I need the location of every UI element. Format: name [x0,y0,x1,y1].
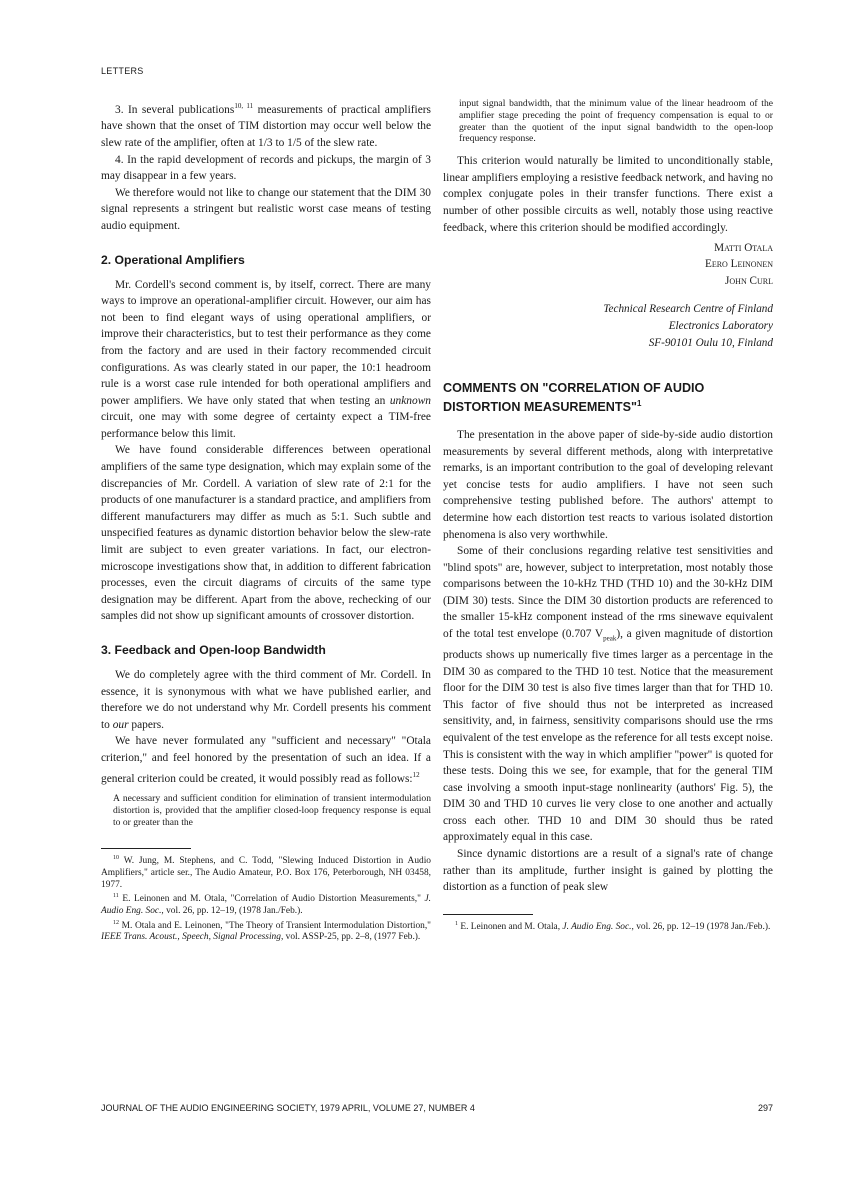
signature: John Curl [725,274,773,287]
paragraph: 3. In several publications$^{10, 11}$ measurements of practical amplifiers have shown that the onset of TIM distortion may occur well below the slew rate of the amplifier, often at 1/3 to 1/5 of the slew rate. [101,102,431,149]
criterion-quote-continued: input signal bandwidth, that the minimum value of the linear headroom of the amplifier stage preceding the point of frequency compensation is equal to or greater than the quotient of the input signal bandwidth to the open-loop frequency response. [459,98,773,145]
footnote-rule [101,848,191,849]
criterion-quote: A necessary and sufficient condition for elimination of transient intermodulation distortion is, provided that the amplifier closed-loop frequency response is equal to or greater than the [113,792,431,828]
comments-heading: COMMENTS ON "CORRELATION OF AUDIO DISTORTION MEASUREMENTS"$^1$ [443,380,705,414]
paragraph: We therefore would not like to change our statement that the DIM 30 signal represents a stringent but realistic worst case means of testing audio equipment. [101,186,431,232]
right-column [443,98,773,934]
paragraph: Some of their conclusions regarding relative test sensitivities and "blind spots" are, however, subject to interpretation, most notably those comparisons between the 10-kHz THD (THD 10) and the 30-kHz DIM (DIM 30) tests. Since the DIM 30 distortion products are referenced to the smaller 15-kHz component instead of the rms sinewave equivalent of the total test envelope (0.707 $V_{peak}$), a given magnitude of distortion products shows up numerically five times larger as a percentage in the DIM 30 as compared to the THD 10 test. Notice that the measurement floor for the DIM 30 test is also five times larger than that for THD 10. This factor of five should thus not be interpreted as increased sensitivity, and, in fairness, sensitivity comparisons should use the rms equivalent of the test envelope as the reference for all tests except noise. This is consistent with the way in which amplifier "power" is quoted for these tests. Doing this we see, for example, that for the general TIM case involving a smooth input-stage nonlinearity (authors' Fig. 5), the DIM 30 and THD 10 curves lie very close to one another and actually cross each other. THD 10 and DIM 30 should thus be rated approximately equal in this case. [443,545,773,844]
affiliation: SF-90101 Oulu 10, Finland [648,336,773,349]
left-column [101,98,431,944]
signature: Eero Leinonen [704,258,773,271]
paragraph: We do completely agree with the third comment of Mr. Cordell. In essence, it is synonymous with what we have published earlier, and therefore we do not understand why Mr. Cordell presents his comment to our papers. [101,669,431,731]
paragraph: This criterion would naturally be limited to unconditionally stable, linear amplifiers employing a resistive feedback network, and having no complex conjugate poles in their transfer functions. There exist a number of other possible circuits as well, notably those using reactive feedback, where this criterion should be modified accordingly. [443,155,773,234]
footnote: $^1$ E. Leinonen and M. Otala, J. Audio Eng. Soc., vol. 26, pp. 12–19 (1978 Jan./Feb.). [455,920,771,932]
paragraph: Mr. Cordell's second comment is, by itself, correct. There are many ways to improve an operational-amplifier circuit. However, our aim has not been to find elegant ways of using operational amplifiers, or improve their characteristics, but to test their performance as they come from the factory and are used in their factory recommended circuit configurations. As was clearly stated in our paper, the 10:1 headroom rule is a worst case rule intended for both operational amplifiers and power amplifiers. We have only stated that when testing an unknown circuit, one may with some degree of certainty expect a TIM-free performance below this limit. [101,278,431,440]
signature: Matti Otala [714,242,773,255]
footnote: $^{11}$ E. Leinonen and M. Otala, "Correlation of Audio Distortion Measurements," J. Audio Eng. Soc., vol. 26, pp. 12–19, (1978 Jan./Feb.). [101,893,432,916]
paragraph: We have never formulated any "sufficient and necessary" "Otala criterion," and feel honored by the presentation of such an idea. If a general criterion could be created, it would possibly read as follows:$^{12}$ [101,735,431,785]
page-number: 297 [758,1103,774,1113]
footnote-rule [443,914,533,915]
footnote: $^{12}$ M. Otala and E. Leinonen, "The Theory of Transient Intermodulation Distortion," IEEE Trans. Acoust., Speech, Signal Processing, vol. ASSP-25, pp. 2–8, (1977 Feb.). [101,919,431,943]
footnote: $^{10}$ W. Jung, M. Stephens, and C. Todd, "Slewing Induced Distortion in Audio Amplifiers," article ser., The Audio Amateur, P.O. Box 176, Peterborough, NH 03458, 1977. [101,855,431,890]
paragraph: The presentation in the above paper of side-by-side audio distortion measurements by several different methods, along with interpretative remarks, is an important contribution to the goal of developing relevant yet concise tests for audio amplifiers. I have not seen such comprehensive testing published before. The authors' attempt to determine how each distortion test reacts to various isolated distortion phenomena is also very worthwhile. [443,428,773,541]
affiliation: Electronics Laboratory [668,319,773,332]
section-heading: 3. Feedback and Open-loop Bandwidth [101,643,326,658]
paragraph: We have found considerable differences between operational amplifiers of the same type designation, which may explain some of the discrepancies of Mr. Cordell. A variation of slew rate of 2:1 for the products of one manufacturer is a standard practice, and amplifiers from different manufacturers may differ as much as 5:1. Such subtle and unspecified features as dynamic distortion behavior below the slew-rate limit are subject to even greater variations. In fact, our electron-microscope investigations show that, in addition to different fabrication processes, even the circuit diagrams of circuits of the same type designation may be different. Apart from the above, rechecking of our samples did not show up significant amounts of crossover distortion. [101,444,431,623]
affiliation: Technical Research Centre of Finland [603,302,773,315]
paragraph: Since dynamic distortions are a result of a signal's rate of change rather than its amplitude, further insight is gained by plotting the distortion as a function of peak slew [443,848,773,894]
footer-journal: JOURNAL OF THE AUDIO ENGINEERING SOCIETY, 1979 APRIL, VOLUME 27, NUMBER 4 [101,1103,475,1113]
running-head: LETTERS [101,66,144,76]
section-heading: 2. Operational Amplifiers [101,252,245,267]
paragraph: 4. In the rapid development of records and pickups, the margin of 3 may disappear in a few years. [101,153,431,183]
